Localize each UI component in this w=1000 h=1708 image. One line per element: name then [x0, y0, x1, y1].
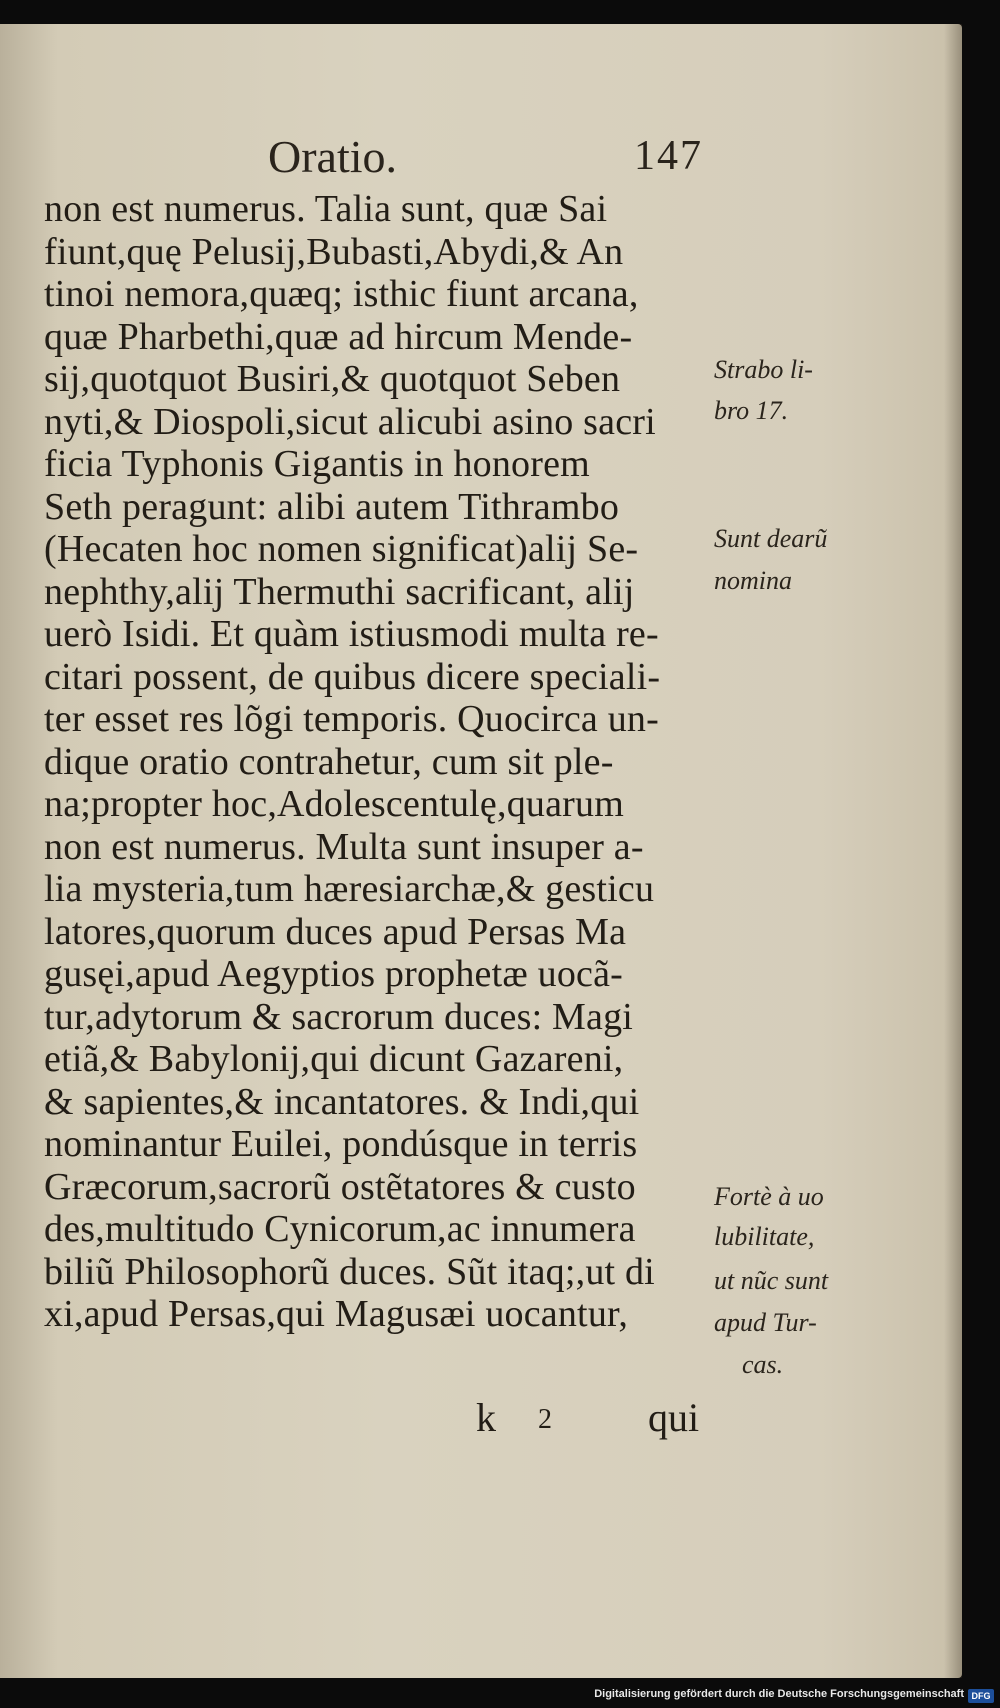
- text-line: biliũ Philosophorũ duces. Sũt itaq;,ut di: [44, 1250, 655, 1293]
- margin-note-deorum-2: nomina: [714, 566, 792, 595]
- text-line: Græcorum,sacrorũ ostẽtatores & custo: [44, 1165, 636, 1208]
- text-line: gusęi,apud Aegyptios prophetæ uocã-: [44, 953, 624, 995]
- margin-note-forte-3: ut nũc sunt: [714, 1266, 829, 1295]
- text-line: ficia Typhonis Gigantis in honorem: [44, 443, 590, 485]
- credit-bar: [0, 1686, 1000, 1708]
- margin-note-forte-5: cas.: [742, 1350, 784, 1379]
- text-line: lia mysteria,tum hæresiarchæ,& gesticu: [44, 868, 655, 910]
- catchword: qui: [648, 1395, 700, 1440]
- text-line: des,multitudo Cynicorum,ac innumera: [44, 1208, 636, 1250]
- text-line: dique oratio contrahetur, cum sit ple-: [44, 740, 614, 783]
- text-line: Seth peragunt: alibi autem Tithrambo: [44, 485, 620, 528]
- text-line: nephthy,alij Thermuthi sacrificant, alij: [44, 570, 635, 613]
- text-line: nominantur Euilei, pondúsque in terris: [44, 1123, 638, 1165]
- signature-mark: k: [476, 1395, 496, 1440]
- page-header: [0, 130, 962, 186]
- text-line: tinoi nemora,quæq; isthic fiunt arcana,: [44, 273, 639, 315]
- text-line: non est numerus. Multa sunt insuper a-: [44, 825, 644, 868]
- text-line: nyti,& Diospoli,sicut alicubi asino sacri: [44, 400, 656, 443]
- signature-number: 2: [538, 1404, 552, 1435]
- margin-note-deorum-1: Sunt dearũ: [714, 524, 828, 553]
- text-line: non est numerus. Talia sunt, quæ Sai: [44, 188, 608, 230]
- margin-note-forte-4: apud Tur-: [714, 1308, 817, 1337]
- margin-note-strabo-2: bro 17.: [714, 396, 789, 425]
- text-line: xi,apud Persas,qui Magusæi uocantur,: [44, 1293, 629, 1335]
- text-line: ter esset res lõgi temporis. Quocirca un-: [44, 698, 659, 740]
- text-line: uerò Isidi. Et quàm istiusmodi multa re-: [44, 613, 659, 655]
- text-line: etiã,& Babylonij,qui dicunt Gazareni,: [44, 1038, 624, 1080]
- body-text: [44, 188, 714, 1336]
- text-line: sij,quotquot Busiri,& quotquot Seben: [44, 358, 621, 400]
- margin-note-strabo-1: Strabo li-: [714, 355, 813, 384]
- running-head: Oratio.: [268, 131, 398, 182]
- text-line: tur,adytorum & sacrorum duces: Magi: [44, 995, 634, 1038]
- text-line: citari possent, de quibus dicere speciali-: [44, 655, 661, 698]
- margin-note-forte-2: lubilitate,: [714, 1222, 815, 1251]
- dfg-logo-icon: DFG: [968, 1689, 994, 1703]
- text-line: fiunt,quę Pelusij,Bubasti,Abydi,& An: [44, 230, 624, 273]
- margin-note-forte-1: Fortè à uo: [714, 1182, 824, 1211]
- digitization-credit: Digitalisierung gefördert durch die Deutsche Forschungsgemeinschaft: [594, 1688, 964, 1700]
- text-line: latores,quorum duces apud Persas Ma: [44, 910, 627, 953]
- text-line: na;propter hoc,Adolescentulę,quarum: [44, 783, 624, 825]
- page-footer: [0, 1394, 962, 1444]
- page-number: 147: [634, 133, 703, 179]
- text-line: & sapientes,& incantatores. & Indi,qui: [44, 1080, 640, 1123]
- text-line: (Hecaten hoc nomen significat)alij Se-: [44, 528, 639, 570]
- text-line: quæ Pharbethi,quæ ad hircum Mende-: [44, 315, 633, 358]
- book-page: [0, 24, 962, 1678]
